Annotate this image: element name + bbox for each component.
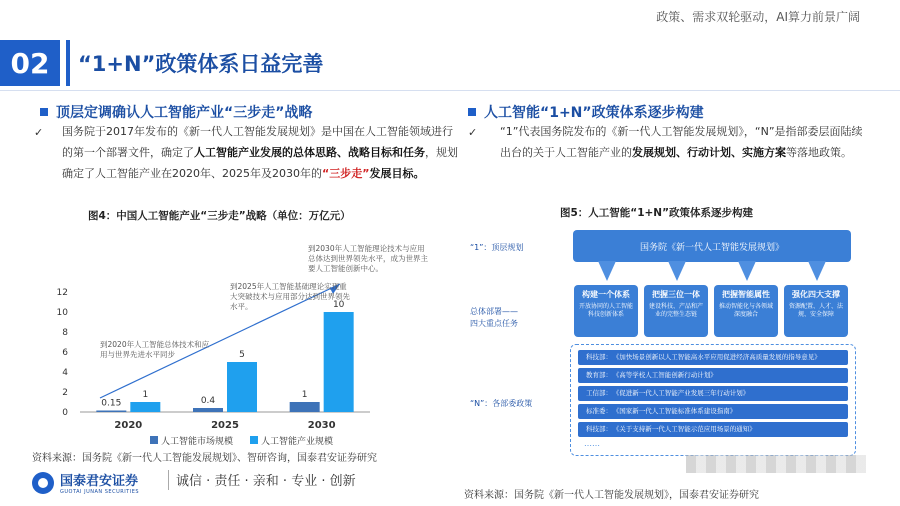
diagram-task-title: 构建一个体系 — [582, 290, 630, 299]
footer-slogan: 诚信 · 责任 · 亲和 · 专业 · 创新 — [176, 474, 356, 489]
right-paragraph — [500, 121, 872, 163]
legend-swatch — [250, 436, 258, 444]
bar-0 — [96, 411, 126, 413]
diagram-label-mid: 总体部署—— 四大重点任务 — [470, 307, 518, 328]
chart-annotation-text: 到2025年人工智能基础理论实现重大突破技术与应用部分达到世界领先水平。 — [230, 282, 350, 311]
right-para-text: 等落地政策。 — [786, 146, 852, 159]
policy-ellipsis: …… — [584, 439, 600, 448]
x-tick-label: 2020 — [114, 420, 143, 431]
left-heading-text: 顶层定调确认人工智能产业“三步走”战略 — [56, 105, 313, 121]
legend-label: 人工智能市场规模 — [161, 437, 234, 447]
y-tick-label: 12 — [56, 288, 68, 298]
diagram-task-desc: 建设科技、产品和产业的完整生态链 — [648, 303, 703, 318]
legend-swatch — [150, 436, 158, 444]
logo-text — [60, 470, 139, 495]
diagram-task-title: 把握智能属性 — [722, 290, 770, 299]
left-heading — [40, 102, 312, 122]
logo-mark-icon — [32, 472, 54, 494]
chart-annotation — [308, 244, 428, 288]
diagram-label-n: “N”：各部委政策 — [470, 399, 533, 408]
left-para-bold: 发展目标。 — [369, 167, 425, 180]
page-title: “1+N”政策体系日益完善 — [78, 52, 324, 76]
policy-name: 《加快场景创新以人工智能高水平应用促进经济高质量发展的指导意见》 — [616, 353, 821, 361]
chart-annotation-text: 到2020年人工智能总体技术和应用与世界先进水平同步 — [100, 340, 210, 359]
bar-0 — [193, 408, 223, 412]
policy-name: 《关于支持新一代人工智能示范应用场景的通知》 — [616, 425, 756, 433]
policy-dept: 科技部： — [586, 425, 612, 433]
diagram-task-desc: 开放协同的人工智能科技创新体系 — [578, 303, 633, 318]
arrow-down-icon — [808, 261, 826, 281]
bar-1 — [227, 362, 257, 412]
section-number: 02 — [0, 40, 60, 86]
diagram-policy-row — [578, 386, 848, 401]
diagram-task-title: 强化四大支撑 — [792, 290, 840, 299]
right-source: 资料来源：国务院《新一代人工智能发展规划》，国泰君安证券研究 — [464, 490, 759, 501]
bar-0 — [290, 402, 320, 412]
diagram-task-box — [574, 285, 638, 337]
bar-chart — [40, 222, 460, 452]
diagram-task-desc: 推动智能化与各领域深度融合 — [718, 303, 773, 318]
policy-dept: 教育部： — [586, 371, 612, 379]
y-tick-label: 2 — [62, 388, 68, 398]
diagram-arrows — [574, 261, 850, 281]
arrow-down-icon — [738, 261, 756, 281]
diagram-task-row — [574, 285, 854, 337]
bar-1 — [324, 312, 354, 412]
bar-1 — [130, 402, 160, 412]
y-tick-label: 4 — [62, 368, 68, 378]
x-tick-label: 2025 — [211, 420, 239, 431]
title-divider — [66, 40, 70, 86]
y-tick-label: 6 — [62, 348, 68, 358]
chart-annotation — [230, 282, 350, 326]
y-tick-label: 8 — [62, 328, 68, 338]
arrow-down-icon — [598, 261, 616, 281]
legend-label: 人工智能产业规模 — [261, 437, 334, 447]
figure5-title: 图5：人工智能“1+N”政策体系逐步构建 — [560, 207, 753, 219]
policy-name: 《国家新一代人工智能标准体系建设指南》 — [616, 407, 737, 415]
diagram-task-title: 把握三位一体 — [652, 290, 700, 299]
diagram-policy-row — [578, 422, 848, 437]
diagram-policy-row — [578, 350, 848, 365]
left-para-bold: 人工智能产业发展的总体思路、战略目标和任务 — [194, 146, 425, 159]
diagram-policy-row — [578, 404, 848, 419]
y-tick-label: 10 — [56, 308, 68, 318]
diagram-task-box — [714, 285, 778, 337]
bullet-square-icon — [40, 108, 48, 116]
footer-divider — [168, 470, 169, 490]
data-label: 1 — [301, 390, 308, 400]
company-logo — [32, 470, 139, 495]
data-label: 10 — [332, 300, 345, 310]
left-paragraph — [62, 121, 460, 184]
policy-dept: 标准委： — [586, 407, 612, 415]
arrow-down-icon — [668, 261, 686, 281]
left-para-highlight: “三步走” — [321, 167, 370, 180]
x-tick-label: 2030 — [307, 420, 336, 431]
data-label: 0.4 — [200, 396, 216, 406]
figure4-title: 图4：中国人工智能产业“三步走”战略（单位：万亿元） — [88, 210, 351, 222]
check-icon: ✓ — [468, 126, 478, 139]
header-rule — [0, 90, 900, 91]
right-heading — [468, 102, 704, 122]
logo-cn: 国泰君安证券 — [60, 474, 139, 489]
left-para-text: ，规划确定了人工智能产业在2020年、2025年及2030年的 — [62, 146, 458, 180]
bullet-square-icon — [468, 108, 476, 116]
diagram-policy-list — [578, 350, 848, 448]
policy-name: 《高等学校人工智能创新行动计划》 — [616, 371, 717, 379]
diagram-top-box: 国务院《新一代人工智能发展规划》 — [573, 230, 851, 262]
left-source: 资料来源：国务院《新一代人工智能发展规划》、智研咨询，国泰君安证券研究 — [32, 453, 377, 464]
diagram-task-desc: 资源配置、人才、法规、安全保障 — [788, 303, 843, 318]
right-heading-text: 人工智能“1+N”政策体系逐步构建 — [484, 105, 704, 121]
right-para-text: “1”代表国务院发布的《新一代人工智能发展规划》，“N”是指部委层面陆续出台的关于人工智能产业的 — [500, 125, 863, 159]
policy-dept: 科技部： — [586, 353, 612, 361]
header-tagline: 政策、需求双轮驱动，AI算力前景广阔 — [656, 10, 860, 24]
chart-annotation — [100, 340, 210, 384]
chart-annotation-text: 到2030年人工智能理论技术与应用总体达到世界领先水平，成为世界主要人工智能创新中心。 — [308, 244, 428, 273]
y-tick-label: 0 — [62, 408, 68, 418]
data-label: 1 — [142, 390, 149, 400]
policy-dept: 工信部： — [586, 389, 612, 397]
data-label: 0.15 — [101, 398, 122, 409]
data-label: 5 — [239, 350, 245, 360]
logo-en: GUOTAI JUNAN SECURITIES — [60, 489, 140, 495]
right-para-bold: 发展规划、行动计划、实施方案 — [632, 146, 786, 159]
watermark-blur — [686, 455, 866, 473]
left-para-text: 国务院于2017年发布的《新一代人工智能发展规划》是中国在人工智能领域进行的第一个部署文件，确定了 — [62, 125, 453, 159]
policy-name: 《促进新一代人工智能产业发展三年行动计划》 — [616, 389, 750, 397]
check-icon: ✓ — [34, 126, 44, 139]
diagram-policy-row — [578, 368, 848, 383]
diagram-label-1: “1”：顶层规划 — [470, 243, 524, 252]
diagram-task-box — [644, 285, 708, 337]
diagram-task-box — [784, 285, 848, 337]
